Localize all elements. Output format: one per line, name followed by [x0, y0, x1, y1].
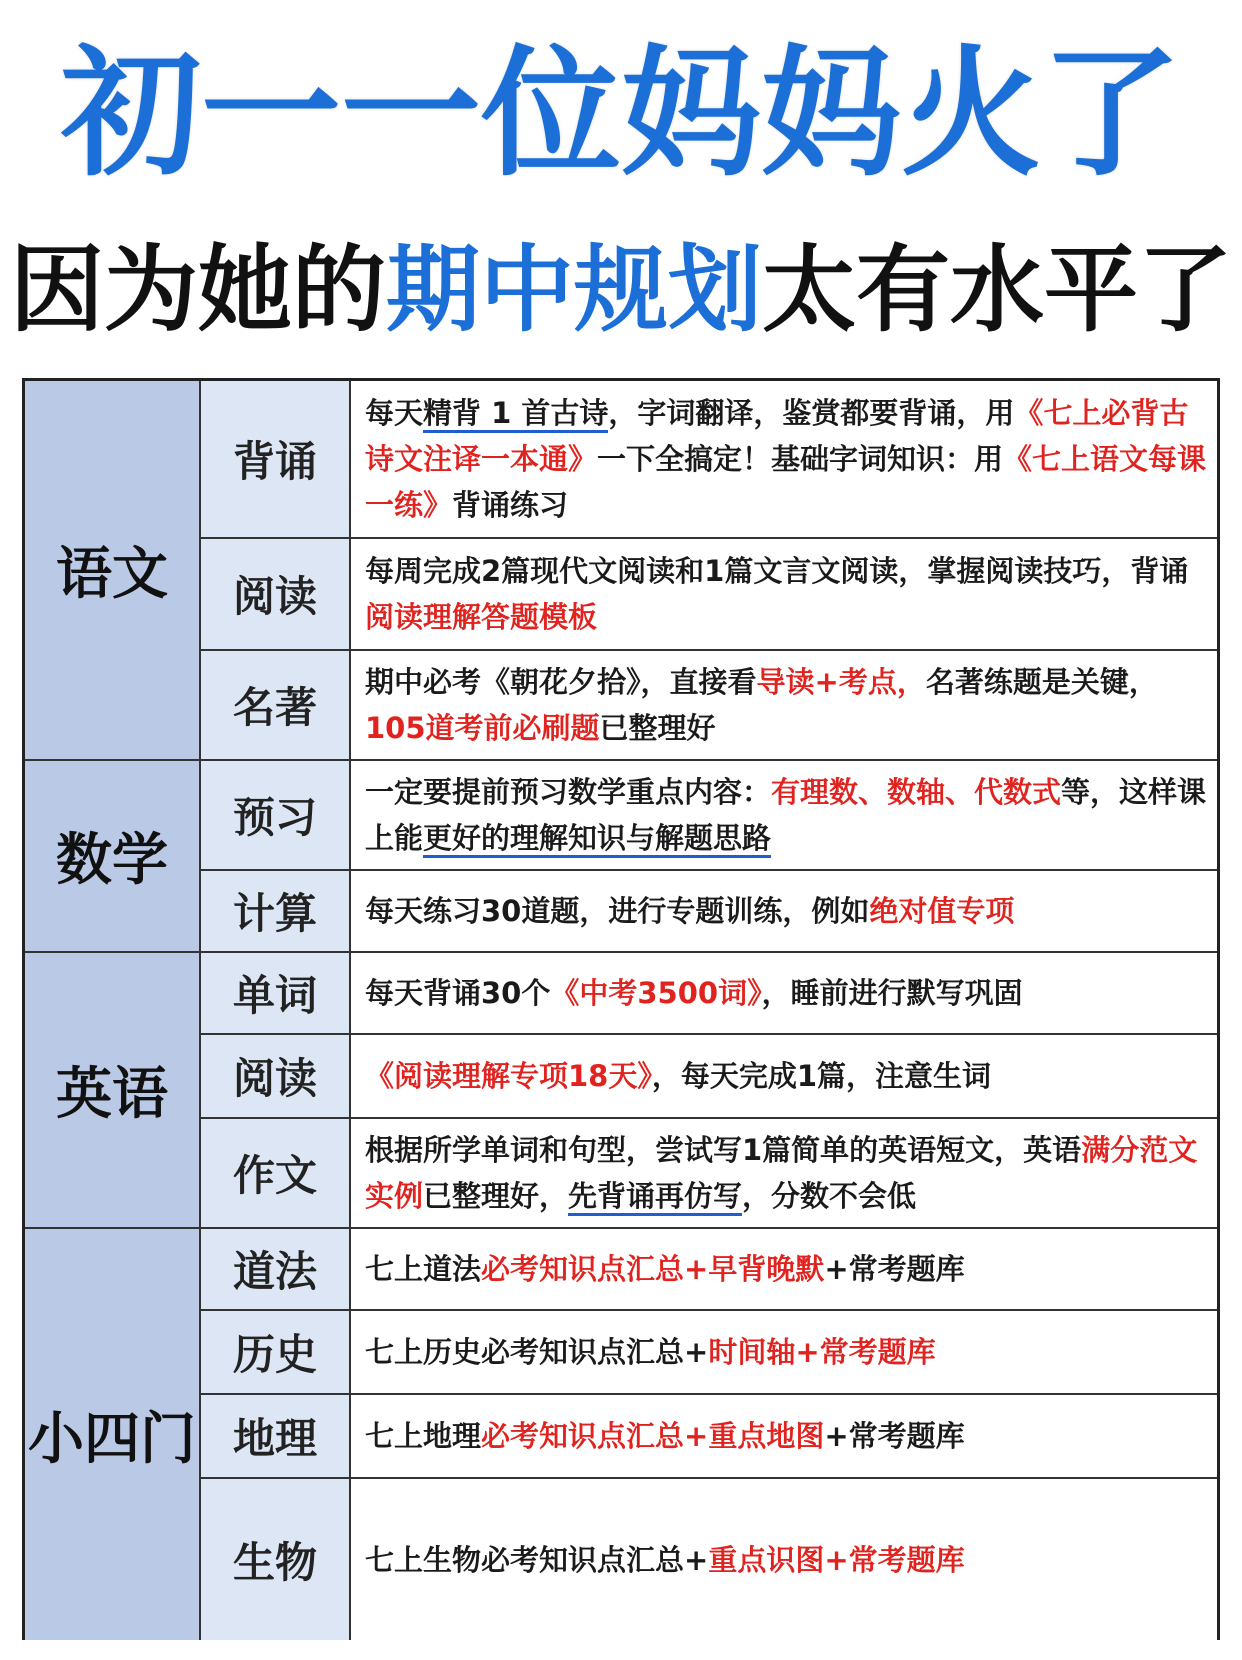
subtitle-pre: 因为她的: [9, 236, 386, 345]
content-preview: 一定要提前预习数学重点内容：有理数、数轴、代数式等，这样课上能更好的理解知识与解题思路: [351, 761, 1217, 871]
sub-composition: 作文: [201, 1119, 351, 1229]
study-plan-table: [22, 378, 1220, 1640]
content-english-reading: 《阅读理解专项18天》，每天完成1篇，注意生词: [351, 1035, 1217, 1119]
sub-calculation: 计算: [201, 871, 351, 953]
content-vocabulary: 每天背诵30个《中考3500词》，睡前进行默写巩固: [351, 953, 1217, 1035]
subject-math: 数学: [25, 761, 201, 953]
content-geography: 七上地理必考知识点汇总+重点地图+常考题库: [351, 1395, 1217, 1479]
subject-chinese: 语文: [25, 381, 201, 761]
subtitle: [0, 236, 1242, 346]
content-biology: 七上生物必考知识点汇总+重点识图+常考题库: [351, 1479, 1217, 1640]
underline-highlight: 精背 1 首古诗: [423, 396, 608, 433]
content-reading: 每周完成2篇现代文阅读和1篇文言文阅读，掌握阅读技巧，背诵阅读理解答题模板: [351, 539, 1217, 651]
subject-english: 英语: [25, 953, 201, 1229]
content-calculation: 每天练习30道题，进行专题训练，例如绝对值专项: [351, 871, 1217, 953]
sub-english-reading: 阅读: [201, 1035, 351, 1119]
underline-highlight: 更好的理解知识与解题思路: [423, 821, 771, 858]
sub-reading: 阅读: [201, 539, 351, 651]
sub-recite: 背诵: [201, 381, 351, 539]
sub-geography: 地理: [201, 1395, 351, 1479]
sub-biology: 生物: [201, 1479, 351, 1640]
content-history: 七上历史必考知识点汇总+时间轴+常考题库: [351, 1311, 1217, 1395]
underline-highlight: 先背诵再仿写: [568, 1179, 742, 1216]
main-title: 初一一位妈妈火了: [60, 33, 1181, 196]
sub-morality-law: 道法: [201, 1229, 351, 1311]
subtitle-post: 太有水平了: [762, 236, 1233, 345]
content-morality-law: 七上道法必考知识点汇总+早背晚默+常考题库: [351, 1229, 1217, 1311]
sub-classics: 名著: [201, 651, 351, 761]
sub-preview: 预习: [201, 761, 351, 871]
content-composition: 根据所学单词和句型，尝试写1篇简单的英语短文，英语满分范文实例已整理好，先背诵再仿写，分数不会低: [351, 1119, 1217, 1229]
subtitle-highlight: 期中规划: [385, 236, 762, 345]
content-recite: 每天精背 1 首古诗，字词翻译，鉴赏都要背诵，用《七上必背古诗文注译一本通》一下全搞定！基础字词知识：用《七上语文每课一练》背诵练习: [351, 381, 1217, 539]
subject-minor-four: 小四门: [25, 1229, 201, 1640]
content-classics: 期中必考《朝花夕拾》，直接看导读+考点，名著练题是关键，105道考前必刷题已整理好: [351, 651, 1217, 761]
sub-vocabulary: 单词: [201, 953, 351, 1035]
sub-history: 历史: [201, 1311, 351, 1395]
